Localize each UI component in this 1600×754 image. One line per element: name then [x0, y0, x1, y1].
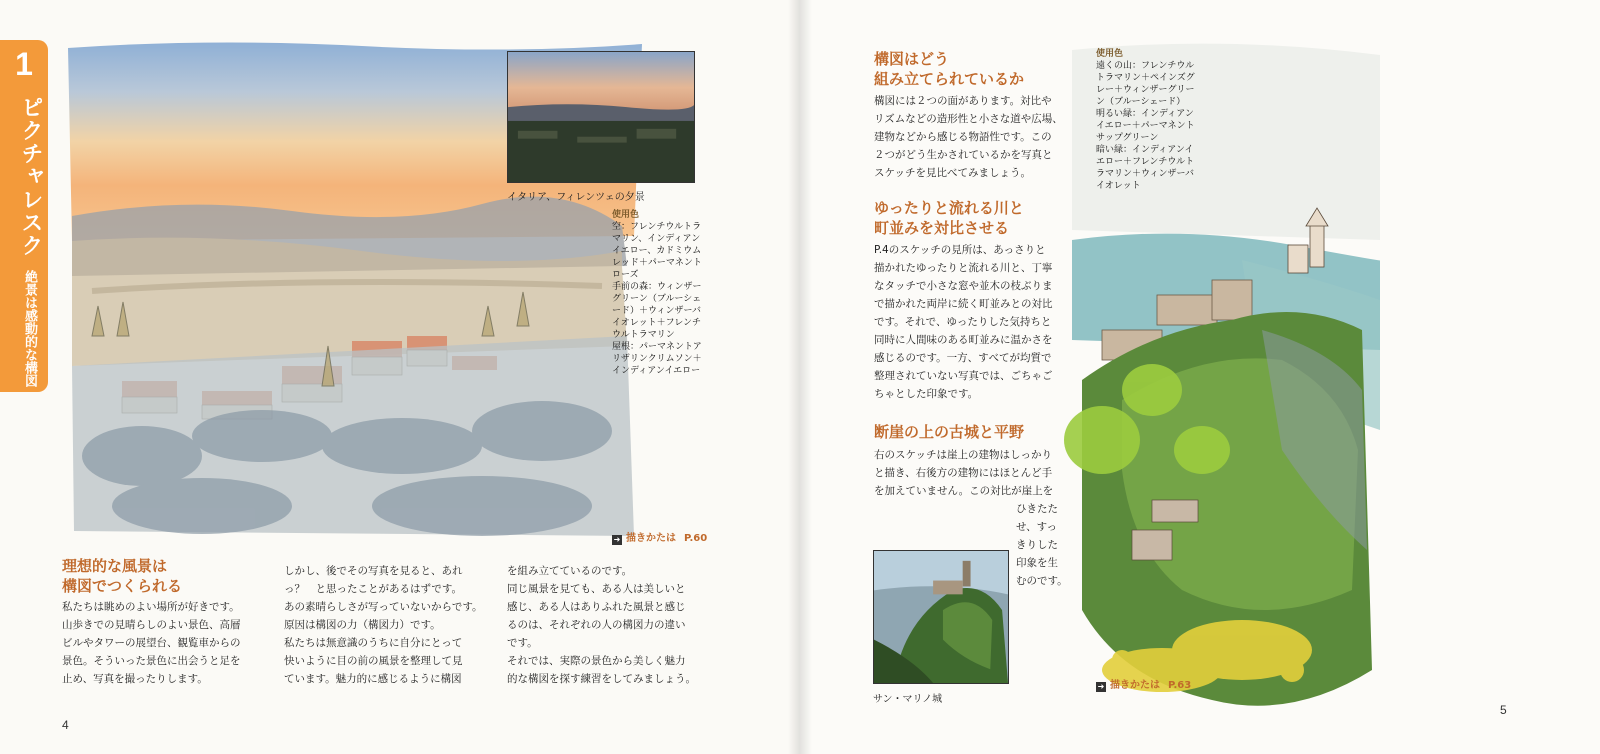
right-body-para1: [874, 92, 1063, 182]
arrow-right-icon: ➜: [1097, 682, 1105, 691]
body-line: 止め、写真を撮ったりします。: [62, 673, 208, 685]
see-how-page-ref: P.60: [684, 533, 708, 544]
left-palette-line: ウルトラマリン: [612, 330, 675, 340]
right-palette-title: 使用色: [1096, 49, 1124, 59]
body-line: 描かれたゆったりと流れる川と、丁寧: [874, 262, 1053, 274]
body-line: 原因は構図の力（構図力）です。: [284, 619, 441, 631]
body-line: です。: [507, 637, 538, 649]
right-heading-2: [874, 198, 1024, 238]
body-line: リズムなどの造形性と小さな道や広場、: [874, 113, 1063, 125]
right-page: [800, 0, 1600, 754]
body-line: ています。魅力的に感じるように構図: [284, 673, 462, 685]
right-palette-line: エロー＋フレンチウルト: [1096, 157, 1195, 167]
body-line: 構図には２つの面があります。対比や: [874, 95, 1052, 107]
body-line: せ、すっ: [1016, 521, 1058, 533]
right-palette: [1096, 48, 1195, 192]
left-palette-line: リザリンクリムソン＋: [612, 354, 702, 364]
body-line: ビルやタワーの展望台、観覧車からの: [62, 637, 241, 649]
body-line: 整理されていない写真では、ごちゃご: [874, 370, 1053, 382]
body-line: を加えていません。この対比が崖上を: [874, 485, 1054, 497]
body-line: を組み立てているのです。: [507, 565, 633, 577]
body-line: 右のスケッチは崖上の建物はしっかり: [874, 449, 1052, 461]
left-palette-line: 空：フレンチウルトラ: [612, 222, 702, 232]
left-page-number: 4: [62, 718, 69, 732]
chapter-number: 1: [15, 46, 33, 82]
heading-line: 町並みを対比させる: [874, 219, 1010, 237]
florence-photo-caption: イタリア、フィレンツェの夕景: [507, 192, 645, 203]
right-palette-line: ン（ブルーシェード）: [1096, 97, 1186, 107]
right-palette-line: ラマリン＋ウィンザーバ: [1096, 169, 1195, 179]
body-line: あの素晴らしさが写っていないからです。: [284, 601, 483, 613]
right-see-how-link[interactable]: [1096, 676, 1191, 692]
left-section-heading: [62, 556, 182, 596]
body-line: 同じ風景を見ても、ある人は美しいと: [507, 583, 686, 595]
body-line: P.4のスケッチの見所は、あっさりと: [874, 244, 1046, 256]
right-heading-3: [874, 422, 1024, 442]
book-gutter: [788, 0, 812, 754]
right-palette-line: 遠くの山：フレンチウル: [1096, 61, 1195, 71]
body-line: 感じるのです。一方、すべてが均質で: [874, 352, 1052, 364]
body-line: 建物などから感じる物語性です。この: [874, 131, 1052, 143]
body-line: しかし、後でその写真を見ると、あれ: [284, 565, 463, 577]
right-body-para3-cont: [1016, 500, 1068, 590]
body-line: むのです。: [1016, 575, 1068, 587]
right-palette-line: サップグリーン: [1096, 133, 1159, 143]
left-palette-line: 屋根：パーマネントア: [612, 342, 702, 352]
body-line: と描き、右後方の建物にはほとんど手: [874, 467, 1053, 479]
arrow-right-icon: ➜: [613, 535, 621, 544]
left-palette-line: イオレット＋フレンチ: [612, 318, 702, 328]
body-line: 印象を生: [1016, 557, 1058, 569]
left-palette-line: ローズ: [612, 270, 639, 280]
body-line: 山歩きでの見晴らしのよい景色、高層: [62, 619, 241, 631]
right-body-para3: [874, 446, 1053, 500]
left-palette-line: イエロー、カドミウム: [612, 246, 702, 256]
body-line: です。それで、ゆったりした気持ちと: [874, 316, 1052, 328]
body-line: 快いように目の前の風景を整理して見: [284, 655, 463, 667]
san-marino-photo-caption: サン・マリノ城: [873, 694, 943, 705]
left-palette-title: 使用色: [612, 210, 640, 220]
body-line: それでは、実際の景色から美しく魅力: [507, 655, 686, 667]
body-line: スケッチを見比べてみましょう。: [874, 167, 1031, 179]
heading-line: 組み立てられているか: [874, 70, 1025, 88]
left-palette-line: ード）＋ウィンザーバ: [612, 306, 702, 316]
body-line: で描かれた両岸に続く町並みとの対比: [874, 298, 1053, 310]
body-line: 景色。そういった景色に出会うと足を: [62, 655, 241, 667]
right-body-para2: [874, 241, 1053, 403]
heading-line: 構図でつくられる: [62, 577, 183, 595]
body-line: 私たちは無意識のうちに自分にとって: [284, 637, 463, 649]
heading-line: 理想的な風景は: [62, 557, 168, 575]
san-marino-photo: [873, 550, 1009, 684]
florence-sunset-photo: [507, 51, 695, 183]
right-palette-line: イオレット: [1096, 181, 1141, 191]
right-heading-1: [874, 49, 1024, 89]
heading-line: 構図はどう: [874, 50, 950, 68]
see-how-label: 描きかたは: [626, 533, 676, 544]
left-body-col1: [62, 598, 241, 688]
body-line: ちゃとした印象です。: [874, 388, 979, 400]
left-palette-line: 手前の森：ウィンザー: [612, 282, 702, 292]
right-palette-line: イエロー＋パーマネント: [1096, 121, 1195, 131]
right-palette-line: レー＋ウィンザーグリー: [1096, 85, 1195, 95]
left-body-col2: [284, 562, 483, 688]
chapter-subtitle: 絶景は感動的な構図: [22, 270, 37, 387]
heading-line: 断崖の上の古城と平野: [874, 423, 1025, 441]
body-line: きりした: [1016, 539, 1058, 551]
see-how-page-ref: P.63: [1168, 680, 1192, 691]
see-how-label: 描きかたは: [1110, 680, 1160, 691]
body-line: ２つがどう生かされているかを写真と: [874, 149, 1053, 161]
body-line: 感じ、ある人はありふれた風景と感じ: [507, 601, 686, 613]
left-palette-line: インディアンイエロー: [612, 366, 701, 376]
body-line: 的な構図を探す練習をしてみましょう。: [507, 673, 696, 685]
right-palette-line: 暗い緑：インディアンイ: [1096, 145, 1194, 155]
right-palette-line: トラマリン＋ペインズグ: [1096, 73, 1195, 83]
right-page-number: 5: [1500, 703, 1507, 717]
left-palette: [612, 209, 702, 377]
left-see-how-link[interactable]: [612, 529, 707, 545]
body-line: ひきたた: [1016, 503, 1058, 515]
chapter-tab: [0, 40, 48, 392]
heading-line: ゆったりと流れる川と: [874, 199, 1024, 217]
left-palette-line: マリン、インディアン: [612, 234, 701, 244]
left-palette-line: レッド＋パーマネント: [612, 258, 702, 268]
chapter-title: ピクチャレスク: [18, 96, 43, 257]
left-palette-line: グリーン（ブルーシェ: [612, 294, 702, 304]
body-line: るのは、それぞれの人の構図力の違い: [507, 619, 686, 631]
body-line: なタッチで小さな窓や並木の枝ぶりま: [874, 280, 1053, 292]
body-line: 同時に人間味のある町並みに温かさを: [874, 334, 1053, 346]
body-line: っ？ と思ったことがあるはずです。: [284, 583, 462, 595]
left-body-col3: [507, 562, 696, 688]
right-palette-line: 明るい緑：インディアン: [1096, 109, 1194, 119]
body-line: 私たちは眺めのよい場所が好きです。: [62, 601, 240, 613]
